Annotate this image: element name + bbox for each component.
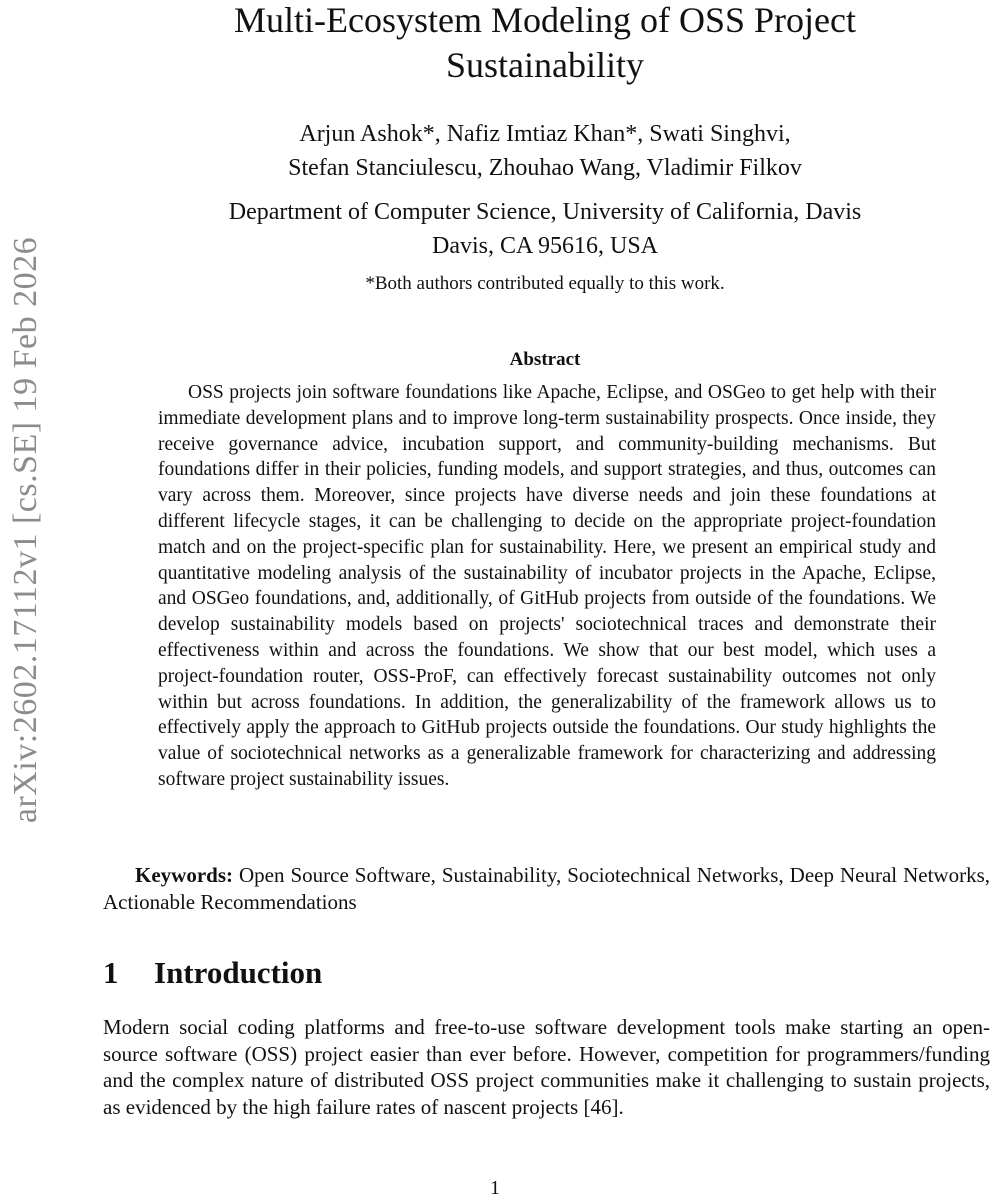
section-heading-introduction	[103, 953, 983, 993]
affiliation-line-2: Davis, CA 95616, USA	[431, 233, 659, 259]
arxiv-identifier-text: arXiv:2602.17112v1 [cs.SE] 19 Feb 2026	[7, 236, 44, 824]
section-number: 1	[103, 955, 119, 990]
affiliation-line-1: Department of Computer Science, University of California, Davis	[228, 199, 862, 225]
keywords-text: Open Source Software, Sustainability, Sociotechnical Networks, Deep Neural Networks, Actionable Recommendations	[103, 863, 990, 914]
keywords-label: Keywords:	[135, 863, 233, 887]
keywords-paragraph	[103, 862, 990, 915]
paper-title: Multi-Ecosystem Modeling of OSS Project Sustainability	[234, 0, 856, 85]
introduction-paragraph: Modern social coding platforms and free-to-use software development tools make starting an open-source software (OSS) project easier than ever before. However, competition for programmers/funding and the complex nature of distributed OSS project communities make it challenging to sustain projects, as evidenced by the high failure rates of nascent projects [46].	[103, 1015, 990, 1119]
section-title: Introduction	[154, 955, 323, 990]
author-line-2: Stefan Stanciulescu, Zhouhao Wang, Vladimir Filkov	[288, 155, 802, 181]
affiliation	[150, 195, 940, 263]
arxiv-identifier-stamp	[0, 0, 52, 860]
equal-contribution-note: *Both authors contributed equally to this work.	[365, 273, 725, 294]
abstract-text: OSS projects join software foundations like Apache, Eclipse, and OSGeo to get help with their immediate development plans and to improve long-term sustainability prospects. Once inside, they receive governance advice, incubation support, and community-building mechanisms. But foundations differ in their policies, funding models, and support strategies, and thus, outcomes can vary across them. Moreover, since projects have diverse needs and join these foundations at different lifecycle stages, it can be challenging to decide on the appropriate project-foundation match and on the project-specific plan for sustainability. Here, we present an empirical study and quantitative modeling analysis of the sustainability of incubator projects in the Apache, Eclipse, and OSGeo foundations, and, additionally, of GitHub projects from outside of the foundations. We develop sustainability models based on projects' sociotechnical traces and demonstrate their effectiveness within and across the foundations. We show that our best model, which uses a project-foundation router, OSS-ProF, can effectively forecast sustainability outcomes not only within but across foundations. In addition, the generalizability of the framework allows us to effectively apply the approach to GitHub projects outside the foundations. Our study highlights the value of sociotechnical networks as a generalizable framework for characterizing and addressing software project sustainability issues.	[158, 382, 936, 790]
page-number: 1	[490, 1177, 500, 1199]
author-list	[170, 117, 920, 185]
author-line-1: Arjun Ashok*, Nafiz Imtiaz Khan*, Swati Singhvi,	[299, 121, 791, 147]
abstract-heading: Abstract	[509, 349, 581, 370]
